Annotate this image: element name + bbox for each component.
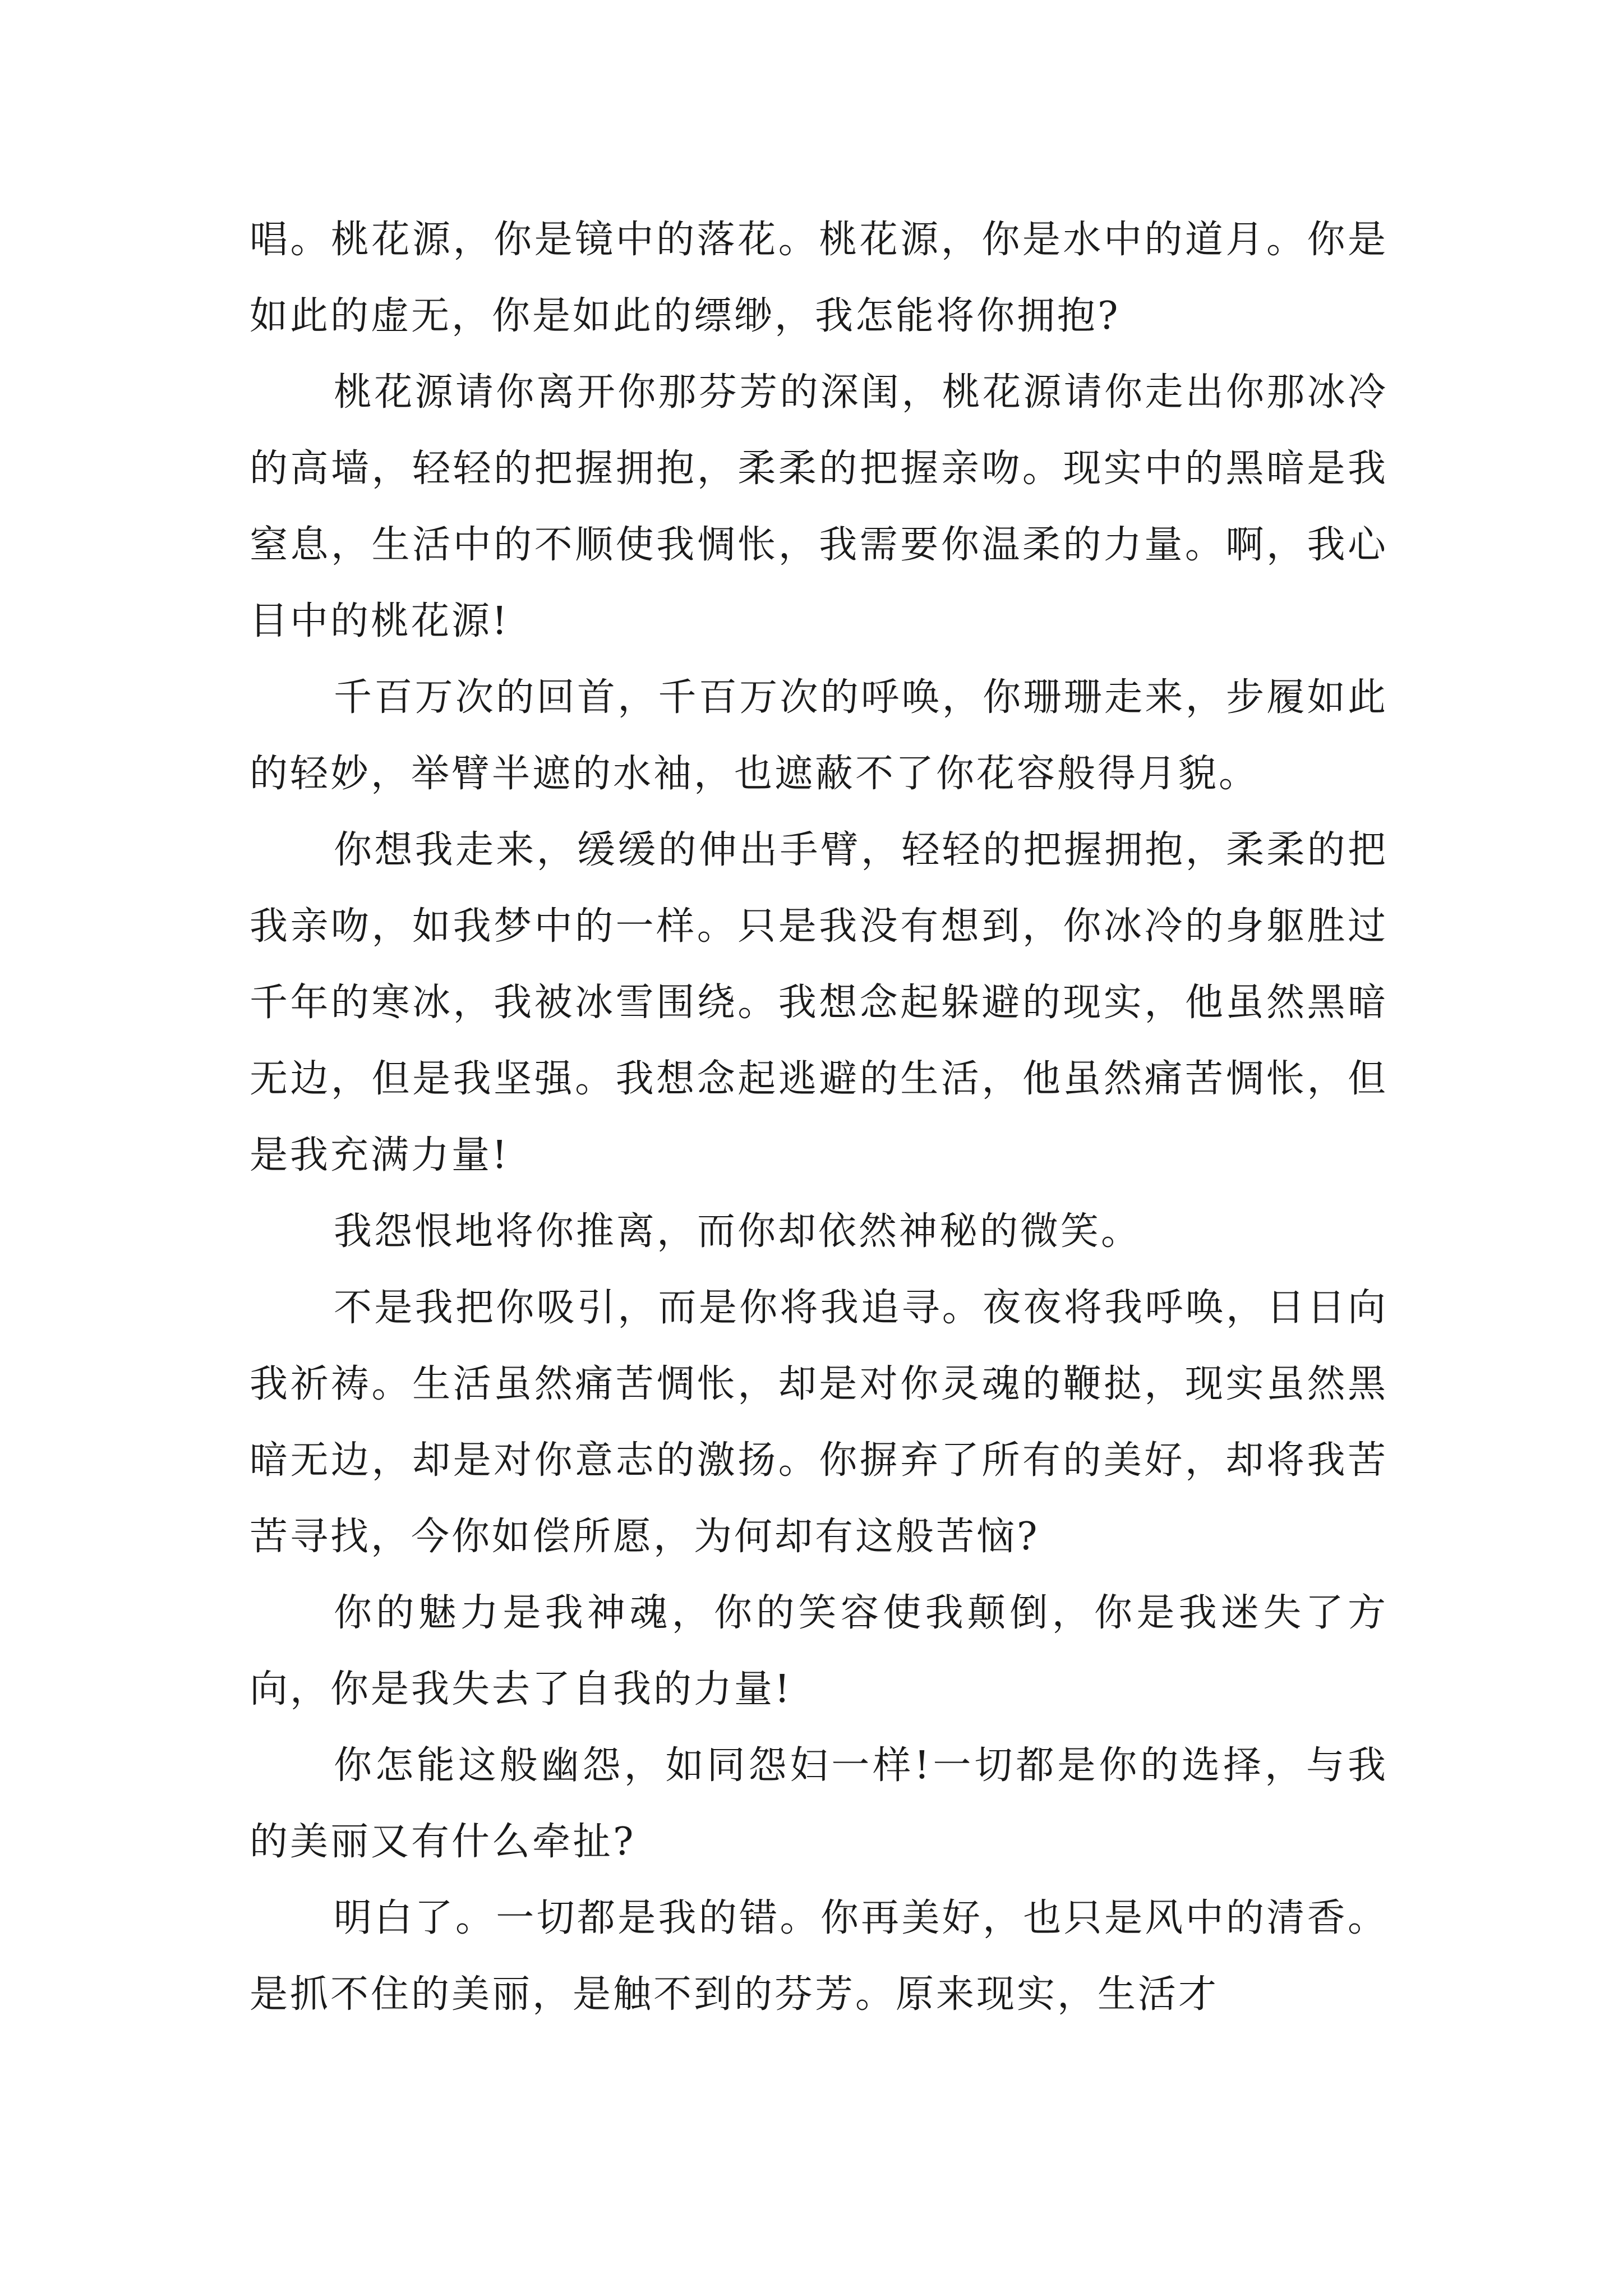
paragraph: 你怎能这般幽怨，如同怨妇一样!一切都是你的选择，与我的美丽又有什么牵扯? <box>250 1743 1388 1864</box>
paragraph: 桃花源请你离开你那芬芳的深闺，桃花源请你走出你那冰冷的高墙，轻轻的把握拥抱，柔柔的把握亲吻。现实中的黑暗是我窒息，生活中的不顺使我惆怅，我需要你温柔的力量。啊，我心目中的桃花源! <box>250 370 1388 643</box>
paragraph: 明白了。一切都是我的错。你再美好，也只是风中的清香。是抓不住的美丽，是触不到的芬芳。原来现实，生活才 <box>250 1896 1388 2017</box>
paragraph: 你想我走来，缓缓的伸出手臂，轻轻的把握拥抱，柔柔的把我亲吻，如我梦中的一样。只是我没有想到，你冰冷的身躯胜过千年的寒冰，我被冰雪围绕。我想念起躲避的现实，他虽然黑暗无边，但是我坚强。我想念起逃避的生活，他虽然痛苦惆怅，但是我充满力量! <box>250 828 1388 1177</box>
paragraph: 你的魅力是我神魂，你的笑容使我颠倒，你是我迷失了方向，你是我失去了自我的力量! <box>250 1591 1388 1711</box>
paragraph: 我怨恨地将你推离，而你却依然神秘的微笑。 <box>334 1209 1142 1254</box>
paragraph: 千百万次的回首，千百万次的呼唤，你珊珊走来，步履如此的轻妙，举臂半遮的水袖，也遮蔽不了你花容般得月貌。 <box>250 675 1388 796</box>
document-body <box>250 202 1388 2033</box>
paragraph: 唱。桃花源，你是镜中的落花。桃花源，你是水中的道月。你是如此的虚无，你是如此的缥缈，我怎能将你拥抱? <box>250 218 1388 338</box>
paragraph: 不是我把你吸引，而是你将我追寻。夜夜将我呼唤，日日向我祈祷。生活虽然痛苦惆怅，却是对你灵魂的鞭挞，现实虽然黑暗无边，却是对你意志的激扬。你摒弃了所有的美好，却将我苦苦寻找，今你如偿所愿，为何却有这般苦恼? <box>250 1286 1388 1559</box>
